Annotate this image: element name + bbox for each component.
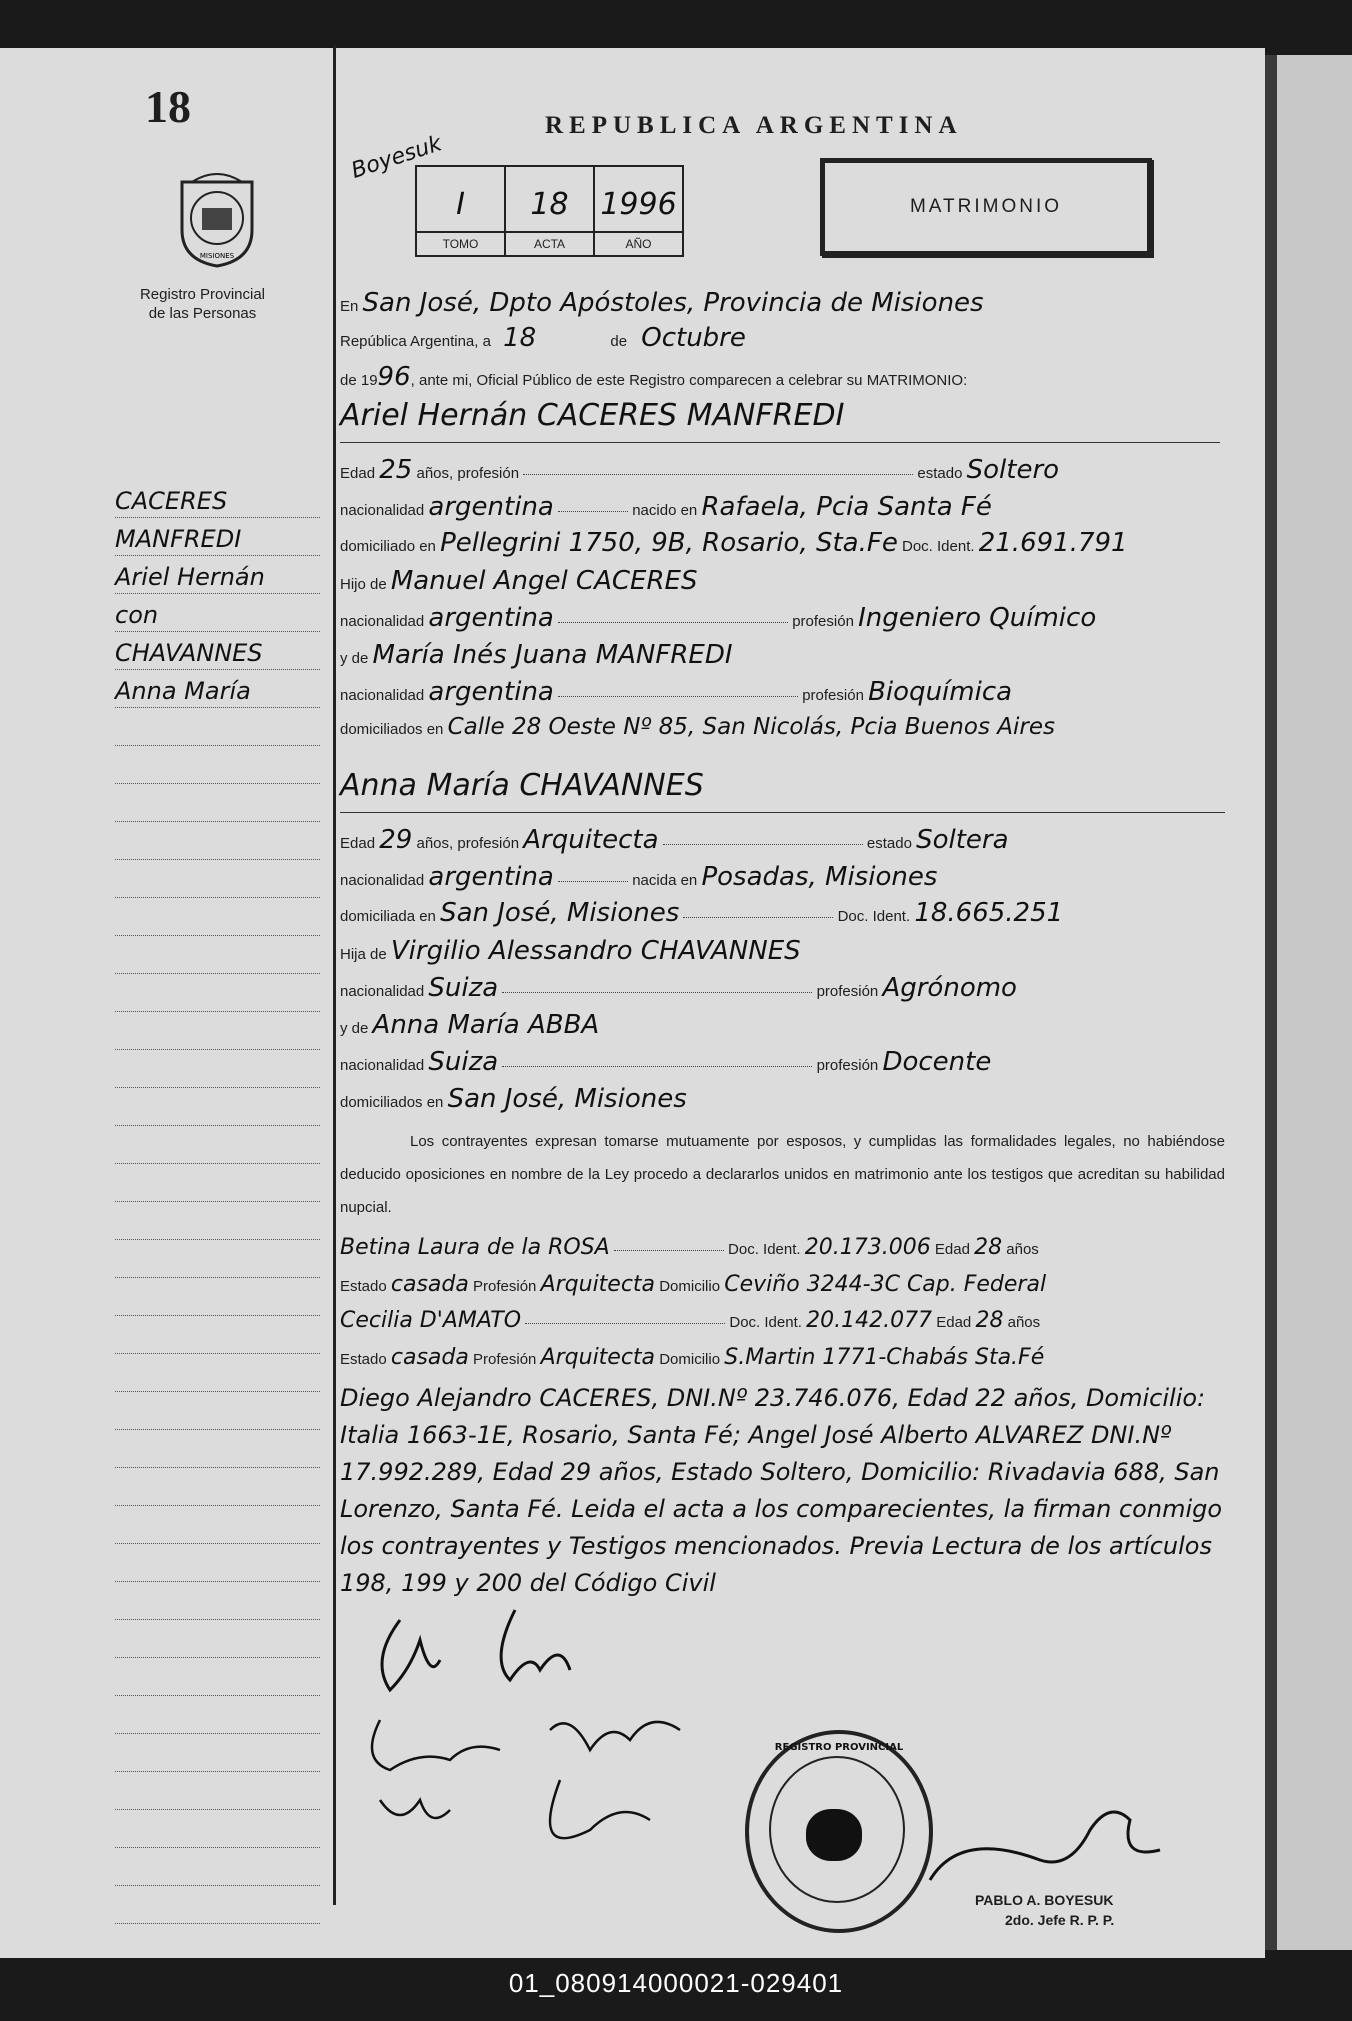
bride-father: Virgilio Alessandro CHAVANNES (390, 936, 801, 966)
officer-signature-icon (920, 1790, 1200, 1900)
bride-mother-line (340, 1010, 599, 1040)
additional-witnesses-text: Diego Alejandro CACERES, DNI.Nº 23.746.076, Edad 22 años, Domicilio: Italia 1663-1E, Rosario, Santa Fé; Angel José Alberto ALVAREZ DNI.Nº 17.992.289, Edad 29 años, Estado Soltero, Domicilio: Rivadavia 688, San Lorenzo, Santa Fé. Leida el acta a los comparecientes, la firman conmigo los contrayentes y Testigos mencionados. Previa Lectura de los artículos 198, 199 y 200 del Código Civil (340, 1384, 1223, 1597)
bride-address-line (340, 898, 1063, 928)
registry-stamp (745, 1730, 933, 1933)
bride-mother: Anna María ABBA (372, 1010, 600, 1040)
stamp-text-icon (749, 1734, 929, 1929)
groom-father-nationality: argentina (428, 603, 554, 633)
doc-label: Doc. Ident. (729, 1314, 802, 1331)
intro-year-line (340, 362, 967, 392)
domiciliados-label: domiciliados en (340, 721, 444, 738)
bride-father-line (340, 936, 801, 966)
svg-text:REGISTRO PROVINCIAL: REGISTRO PROVINCIAL (774, 1742, 904, 1753)
groom-name: Ariel Hernán CACERES MANFREDI (340, 398, 845, 433)
divider (340, 442, 1220, 443)
bride-mother-nat-line (340, 1047, 991, 1077)
groom-marital-status: Soltero (966, 455, 1060, 485)
record-number-box (415, 165, 684, 257)
intro-date-line (340, 323, 746, 353)
witness1-details-line (340, 1272, 1046, 1297)
page-title: REPUBLICA ARGENTINA (545, 112, 963, 139)
groom-mother-nat-line (340, 677, 1012, 707)
margin-name: MANFREDI (115, 525, 242, 553)
next-page-edge (1265, 55, 1352, 1950)
estado-label: estado (866, 835, 912, 852)
groom-age: 25 (379, 455, 413, 485)
groom-mother-nationality: argentina (428, 677, 554, 707)
provincial-seal-icon (172, 170, 262, 270)
bride-father-profession: Agrónomo (882, 973, 1017, 1003)
bride-doc: 18.665.251 (914, 898, 1064, 928)
bride-address: San José, Misiones (440, 898, 680, 928)
bride-mother-profession: Docente (882, 1047, 992, 1077)
nacido-label: nacido en (632, 502, 698, 519)
witness1-doc: 20.173.006 (804, 1235, 931, 1260)
registry-label (130, 285, 275, 323)
hijo-label: Hijo de (340, 576, 387, 593)
divider (340, 812, 1225, 813)
groom-father: Manuel Angel CACERES (390, 566, 698, 596)
margin-name: CACERES (115, 487, 228, 515)
de-label: de (610, 333, 628, 350)
place-value: San José, Dpto Apóstoles, Provincia de Misiones (362, 288, 984, 318)
domiciliado-label: domiciliado en (340, 538, 436, 555)
margin-name: con (115, 601, 159, 629)
bride-marital-status: Soltera (916, 825, 1009, 855)
groom-address: Pellegrini 1750, 9B, Rosario, Sta.Fe (440, 528, 898, 558)
witness1-line (340, 1235, 1039, 1260)
domiciliados-label: domiciliados en (340, 1094, 444, 1111)
margin-name: Anna María (115, 677, 251, 705)
ano-label: AÑO (595, 231, 682, 255)
groom-mother-line (340, 640, 733, 670)
tomo-label: TOMO (417, 231, 504, 255)
bride-father-nationality: Suiza (428, 973, 499, 1003)
nacida-label: nacida en (632, 872, 698, 889)
witness1-address: Ceviño 3244-3C Cap. Federal (724, 1272, 1047, 1297)
officer-name: PABLO A. BOYESUK (975, 1892, 1114, 1908)
nacionalidad-label: nacionalidad (340, 613, 425, 630)
anos-label: años (1007, 1314, 1041, 1331)
groom-doc: 21.691.791 (978, 528, 1128, 558)
signatures-icon (360, 1600, 760, 1870)
profesion-label: Profesión (473, 1278, 537, 1295)
acta-label: ACTA (506, 231, 593, 255)
page-number: 18 (145, 81, 191, 132)
hija-label: Hija de (340, 946, 387, 963)
bride-birthplace: Posadas, Misiones (701, 862, 938, 892)
edad-label: Edad (936, 1314, 972, 1331)
bride-mother-nationality: Suiza (428, 1047, 499, 1077)
bride-nationality-line (340, 862, 937, 892)
nacionalidad-label: nacionalidad (340, 872, 425, 889)
groom-nationality: argentina (428, 492, 554, 522)
margin-names (115, 480, 320, 1924)
groom-father-profession: Ingeniero Químico (858, 603, 1097, 633)
nacionalidad-label: nacionalidad (340, 502, 425, 519)
domicilio-label: Domicilio (659, 1351, 721, 1368)
intro-place-line (340, 288, 984, 318)
registry-label-line-2: de las Personas (148, 305, 257, 322)
profesion-label: profesión (792, 613, 854, 630)
doc-label: Doc. Ident. (902, 538, 975, 555)
groom-name-line (340, 398, 844, 433)
bride-parents-address: San José, Misiones (447, 1084, 687, 1114)
acta-value: 18 (530, 187, 569, 222)
witness2-age: 28 (975, 1308, 1004, 1333)
domicilio-label: Domicilio (659, 1278, 721, 1295)
bride-father-nat-line (340, 973, 1017, 1003)
witness1-name: Betina Laura de la ROSA (340, 1235, 610, 1260)
anos-label: años (1006, 1241, 1039, 1258)
witness2-name: Cecilia D'AMATO (340, 1308, 522, 1333)
bride-profession: Arquitecta (523, 825, 659, 855)
profesion-label: profesión (816, 1057, 879, 1074)
tomo-value: I (456, 187, 465, 222)
estado-label: Estado (340, 1351, 387, 1368)
estado-label: Estado (340, 1278, 387, 1295)
bride-name: Anna María CHAVANNES (340, 768, 704, 803)
edad-label: Edad (934, 1241, 970, 1258)
anos-profesion-label: años, profesión (416, 835, 520, 852)
y-de-label: y de (340, 650, 369, 667)
y-de-label: y de (340, 1020, 369, 1037)
nacionalidad-label: nacionalidad (340, 1057, 425, 1074)
groom-age-line (340, 455, 1059, 485)
witness1-age: 28 (974, 1235, 1003, 1260)
bride-nationality: argentina (428, 862, 554, 892)
estado-label: estado (917, 465, 963, 482)
ante-text: , ante mi, Oficial Público de este Registro comparecen a celebrar su MATRIMONIO: (410, 372, 968, 389)
edad-label: Edad (340, 465, 376, 482)
bride-parents-address-line (340, 1084, 687, 1114)
profesion-label: profesión (816, 983, 879, 1000)
groom-address-line (340, 528, 1128, 558)
margin-rule (333, 45, 336, 1905)
bride-name-line (340, 768, 704, 803)
groom-father-nat-line (340, 603, 1096, 633)
witness2-details-line (340, 1345, 1044, 1370)
doc-label: Doc. Ident. (728, 1241, 801, 1258)
groom-parents-address-line (340, 714, 1055, 740)
witness2-status: casada (390, 1345, 469, 1370)
document-type-box: MATRIMONIO (820, 158, 1152, 256)
groom-birthplace: Rafaela, Pcia Santa Fé (701, 492, 992, 522)
witness1-profession: Arquitecta (540, 1272, 656, 1297)
margin-name: CHAVANNES (115, 639, 263, 667)
seal-text: MISIONES (199, 252, 235, 260)
groom-mother: María Inés Juana MANFREDI (372, 640, 733, 670)
anos-profesion-label: años, profesión (416, 465, 520, 482)
nacionalidad-label: nacionalidad (340, 983, 425, 1000)
witness2-doc: 20.142.077 (806, 1308, 933, 1333)
handwritten-annotation: Boyesuk (348, 131, 445, 184)
officer-title: 2do. Jefe R. P. P. (1005, 1912, 1115, 1928)
edad-label: Edad (340, 835, 376, 852)
witness2-address: S.Martin 1771-Chabás Sta.Fé (724, 1345, 1045, 1370)
witness2-profession: Arquitecta (540, 1345, 656, 1370)
groom-nationality-line (340, 492, 992, 522)
domiciliada-label: domiciliada en (340, 908, 436, 925)
registry-label-line-1: Registro Provincial (139, 286, 266, 303)
document-id: 01_080914000021-029401 (508, 1968, 844, 1998)
bride-age: 29 (379, 825, 413, 855)
nacionalidad-label: nacionalidad (340, 687, 425, 704)
witness1-status: casada (390, 1272, 469, 1297)
profesion-label: Profesión (473, 1351, 537, 1368)
en-label: En (340, 298, 359, 315)
ano-value: 1996 (600, 187, 677, 222)
declaration-text: Los contrayentes expresan tomarse mutuamente por esposos, y cumplidas las formalidades legales, no habiéndose deducido oposiciones en nombre de la Ley procedo a declararlos unidos en matrimonio ante los testigos que acreditan su habilidad nupcial. (340, 1133, 1225, 1216)
day-value: 18 (503, 323, 537, 353)
groom-father-line (340, 566, 697, 596)
groom-mother-profession: Bioquímica (868, 677, 1013, 707)
republica-label: República Argentina, a (340, 333, 491, 350)
witness2-line (340, 1308, 1040, 1333)
profesion-label: profesión (802, 687, 864, 704)
month-value: Octubre (641, 323, 746, 353)
bride-age-line (340, 825, 1009, 855)
doc-label: Doc. Ident. (837, 908, 911, 925)
de19-label: de 19 (340, 372, 378, 389)
margin-name: Ariel Hernán (115, 563, 265, 591)
groom-parents-address: Calle 28 Oeste Nº 85, San Nicolás, Pcia Buenos Aires (447, 714, 1055, 740)
year-value: 96 (377, 362, 411, 392)
